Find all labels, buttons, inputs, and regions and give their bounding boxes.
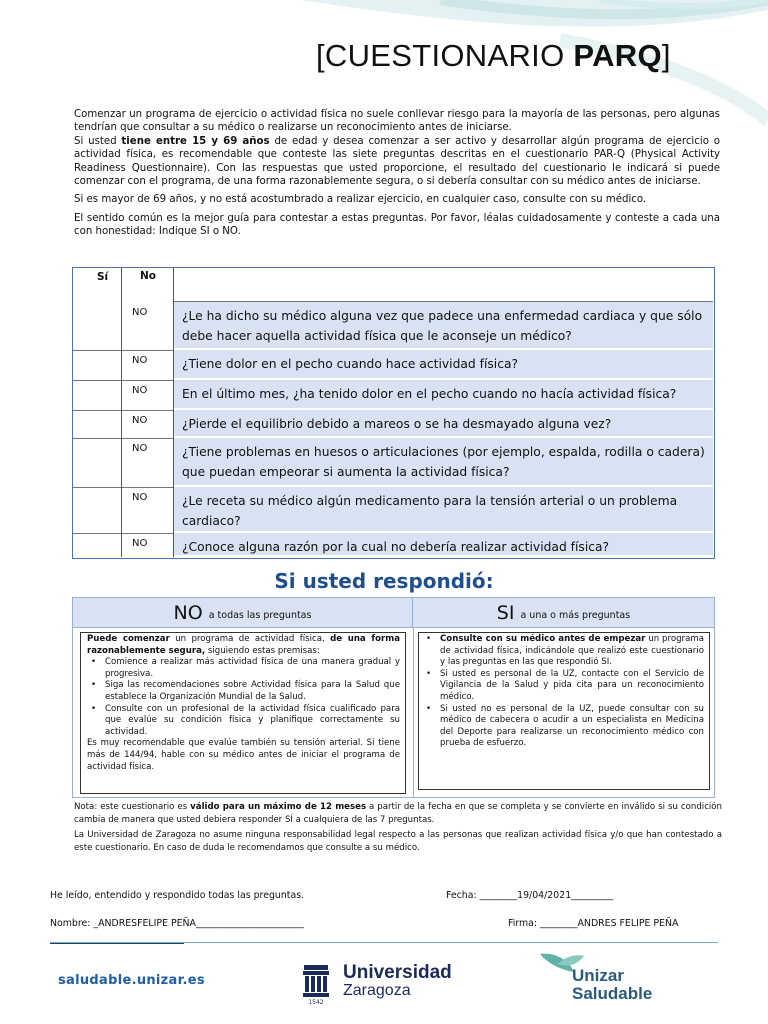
table-row bbox=[73, 410, 713, 438]
university-city: Zaragoza bbox=[343, 982, 411, 999]
answer-no-cell[interactable]: NO bbox=[122, 533, 174, 557]
name-field[interactable]: Nombre: _ANDRESFELIPE PEÑA_______________________ bbox=[50, 918, 304, 929]
results-section bbox=[72, 597, 715, 798]
answer-si-cell[interactable] bbox=[73, 487, 122, 533]
question-text: ¿Pierde el equilibrio debido a mareos o se ha desmayado alguna vez? bbox=[174, 410, 713, 438]
answer-no-cell[interactable]: NO bbox=[122, 302, 174, 350]
table-row bbox=[73, 487, 713, 533]
answer-no-cell[interactable]: NO bbox=[122, 487, 174, 533]
list-item: • Comience a realizar más actividad física de una manera gradual y progresiva. bbox=[87, 657, 400, 680]
answer-no-cell[interactable]: NO bbox=[122, 410, 174, 438]
university-name: Universidad bbox=[343, 962, 452, 983]
no-column-header: NO a todas las preguntas bbox=[73, 598, 413, 628]
question-text: ¿Le receta su médico algún medicamento para la tensión arterial o un problema cardiaco? bbox=[174, 487, 713, 533]
answer-no-cell[interactable]: NO bbox=[122, 438, 174, 487]
answer-si-cell[interactable] bbox=[73, 302, 122, 350]
table-row bbox=[73, 533, 713, 557]
notes bbox=[74, 801, 722, 857]
intro-paragraph-2: Si usted tiene entre 15 y 69 años de edad y desea comenzar a ser activo y desarrollar algún programa de ejercicio o actividad física, es recomendable que conteste las siete preguntas descritas en el cuestionario PAR-Q (Physical Activity Readiness Questionnaire). Con las respuestas que usted proporcione, el resultado del cuestionario le indicará si puede comenzar con el programa, de una forma razonablemente segura, o si debería consultar con su médico antes de iniciarse. bbox=[74, 135, 720, 188]
blood-pressure-note: Es muy recomendable que evalúe también su tensión arterial. Si tiene más de 144/94, hable con su médico antes de iniciar el programa de actividad física. bbox=[87, 738, 400, 772]
answer-si-cell[interactable] bbox=[73, 438, 122, 487]
question-text: ¿Le ha dicho su médico alguna vez que padece una enfermedad cardiaca y que sólo debe hacer aquella actividad física que le aconseje un médico? bbox=[174, 302, 713, 350]
answer-si-cell[interactable] bbox=[73, 350, 122, 380]
list-item: • Si usted no es personal de la UZ, puede consultar con su médico de cabecera o acudir a un especialista en Medicina del Deporte para realizarse un reconocimiento médico con prueba de esfuerzo. bbox=[422, 704, 704, 750]
list-item: • Consulte con su médico antes de empezar un programa de actividad física, indicándole que realizó este cuestionario y las preguntas en las que respondió SI. bbox=[422, 634, 704, 669]
page-title: [CUESTIONARIO PARQ] bbox=[316, 38, 671, 73]
column-header-no: No bbox=[122, 268, 174, 302]
column-header-si: Sí bbox=[73, 268, 122, 302]
acknowledgement-text: He leído, entendido y respondido todas las preguntas. bbox=[50, 890, 305, 901]
intro-text bbox=[74, 108, 720, 244]
website-link[interactable]: saludable.unizar.es bbox=[58, 973, 205, 988]
question-text: ¿Conoce alguna razón por la cual no debería realizar actividad física? bbox=[174, 533, 713, 557]
answer-no-cell[interactable]: NO bbox=[122, 350, 174, 380]
si-recommendations-text bbox=[422, 634, 704, 803]
answer-si-cell[interactable] bbox=[73, 533, 122, 557]
intro-paragraph-3: Si es mayor de 69 años, y no está acostumbrado a realizar ejercicio, en cualquier caso, consulte con su médico. bbox=[74, 194, 647, 206]
no-recommendations-text: Puede comenzar un programa de actividad física, de una forma razonablemente segura, siguiendo estas premisas: • Comience a realizar más actividad física de una manera gradual y progresiva. • Siga las recomendaciones sobre Actividad física para la Salud que establece la Organización Mundial de la Salud. • Consulte con un profesional de la actividad física cualificado para que evalúe su condición física y planifique correctamente su actividad. Es muy recomendable que evalúe también su tensión arterial. Si tiene más de 144/94, hable con su médico antes de iniciar el programa de actividad física. bbox=[87, 634, 400, 803]
table-row bbox=[73, 438, 713, 487]
list-item: • Si usted es personal de la UZ, contacte con el Servicio de Vigilancia de la Salud y pida cita para un reconocimiento médico. bbox=[422, 669, 704, 704]
liability-note: La Universidad de Zaragoza no asume ninguna responsabilidad legal respecto a las personas que realizan actividad física y/o que han contestado a este cuestionario. En caso de duda le recomendamos que consulte a su médico. bbox=[74, 830, 722, 853]
question-text: ¿Tiene problemas en huesos o articulaciones (por ejemplo, espalda, rodilla o cadera) que puedan empeorar si aumenta la actividad física? bbox=[174, 438, 713, 487]
validity-note: Nota: este cuestionario es válido para un máximo de 12 meses a partir de la fecha en que se completa y se convierte en inválido si su condición cambia de manera que usted debiera responder SÍ a cualquiera de las 7 preguntas. bbox=[74, 802, 723, 825]
intro-paragraph-1: Comenzar un programa de ejercicio o actividad física no suele conllevar riesgo para la mayoría de las personas, pero algunas tendrían que consultar a su médico o realizarse un reconocimiento antes de iniciarse. bbox=[74, 109, 720, 134]
table-row bbox=[73, 380, 713, 410]
si-usted-respondio-heading: Si usted respondió: bbox=[274, 569, 494, 593]
unizar-saludable-logo-text: Unizar Saludable bbox=[572, 966, 653, 1003]
question-text: En el último mes, ¿ha tenido dolor en el pecho cuando no hacía actividad física? bbox=[174, 380, 713, 410]
svg-text:1542: 1542 bbox=[308, 999, 324, 1005]
si-column-header: SI a una o más preguntas bbox=[413, 598, 714, 628]
table-row bbox=[73, 350, 713, 380]
table-row bbox=[73, 302, 713, 350]
list-item: • Consulte con un profesional de la actividad física cualificado para que evalúe su condición física y planifique correctamente su actividad. bbox=[87, 704, 400, 739]
footer-divider-accent bbox=[50, 943, 184, 944]
parq-questions-table bbox=[72, 267, 715, 559]
question-text: ¿Tiene dolor en el pecho cuando hace actividad física? bbox=[174, 350, 713, 380]
answer-no-cell[interactable]: NO bbox=[122, 380, 174, 410]
answer-si-cell[interactable] bbox=[73, 410, 122, 438]
table-header-row bbox=[73, 268, 713, 302]
signature-field[interactable]: Firma: ________ANDRES FELIPE PEÑA bbox=[508, 918, 679, 929]
list-item: • Siga las recomendaciones sobre Actividad física para la Salud que establece la Organización Mundial de la Salud. bbox=[87, 680, 400, 703]
date-field[interactable]: Fecha: ________19/04/2021_________ bbox=[446, 890, 614, 901]
university-crest-icon bbox=[301, 963, 331, 1005]
intro-paragraph-4: El sentido común es la mejor guía para contestar a estas preguntas. Por favor, léalas cuidadosamente y conteste a cada una con honestidad: Indique SI o NO. bbox=[74, 212, 720, 238]
column-header-question bbox=[174, 268, 713, 302]
answer-si-cell[interactable] bbox=[73, 380, 122, 410]
